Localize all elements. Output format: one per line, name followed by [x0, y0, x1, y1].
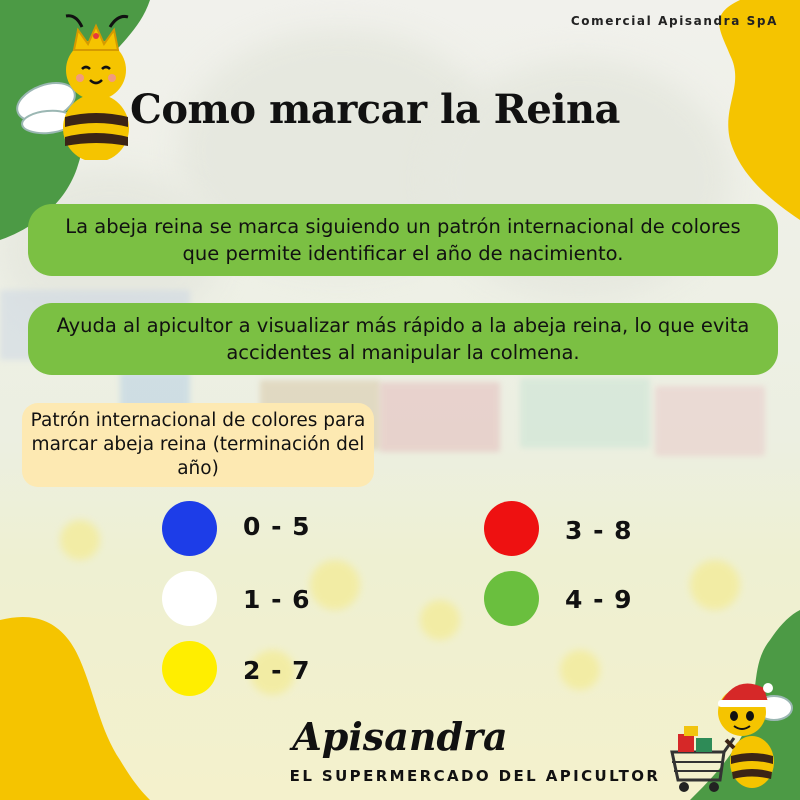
page-title: Como marcar la Reina: [130, 86, 620, 133]
year-label-yellow: 2 - 7: [243, 656, 311, 685]
color-dot-white: [162, 571, 217, 626]
year-label-blue: 0 - 5: [243, 512, 311, 541]
intro-text-1: La abeja reina se marca siguiendo un patrón internacional de colores que permite identificar el año de nacimiento.: [65, 215, 741, 265]
legend-heading: Patrón internacional de colores para marcar abeja reina (terminación del año): [30, 410, 366, 479]
color-dot-yellow: [162, 641, 217, 696]
queen-bee-mascot-icon: [8, 10, 143, 160]
year-label-white: 1 - 6: [243, 585, 311, 614]
legend-heading-box: [22, 403, 374, 487]
intro-banner-1: [28, 204, 778, 276]
color-dot-red: [484, 501, 539, 556]
color-dot-green: [484, 571, 539, 626]
intro-text-2: Ayuda al apicultor a visualizar más rápido a la abeja reina, lo que evita accidentes al manipular la colmena.: [56, 314, 750, 364]
brand-slogan: EL SUPERMERCADO DEL APICULTOR: [289, 767, 661, 785]
brand-logo-text: Apisandra: [292, 714, 508, 759]
color-dot-blue: [162, 501, 217, 556]
intro-banner-2: [28, 303, 778, 375]
year-label-green: 4 - 9: [565, 585, 633, 614]
year-label-red: 3 - 8: [565, 516, 633, 545]
top-right-yellow-shape: [700, 0, 800, 220]
santa-bee-shopping-cart-icon: [664, 666, 800, 800]
company-name: Comercial Apisandra SpA: [570, 14, 778, 28]
